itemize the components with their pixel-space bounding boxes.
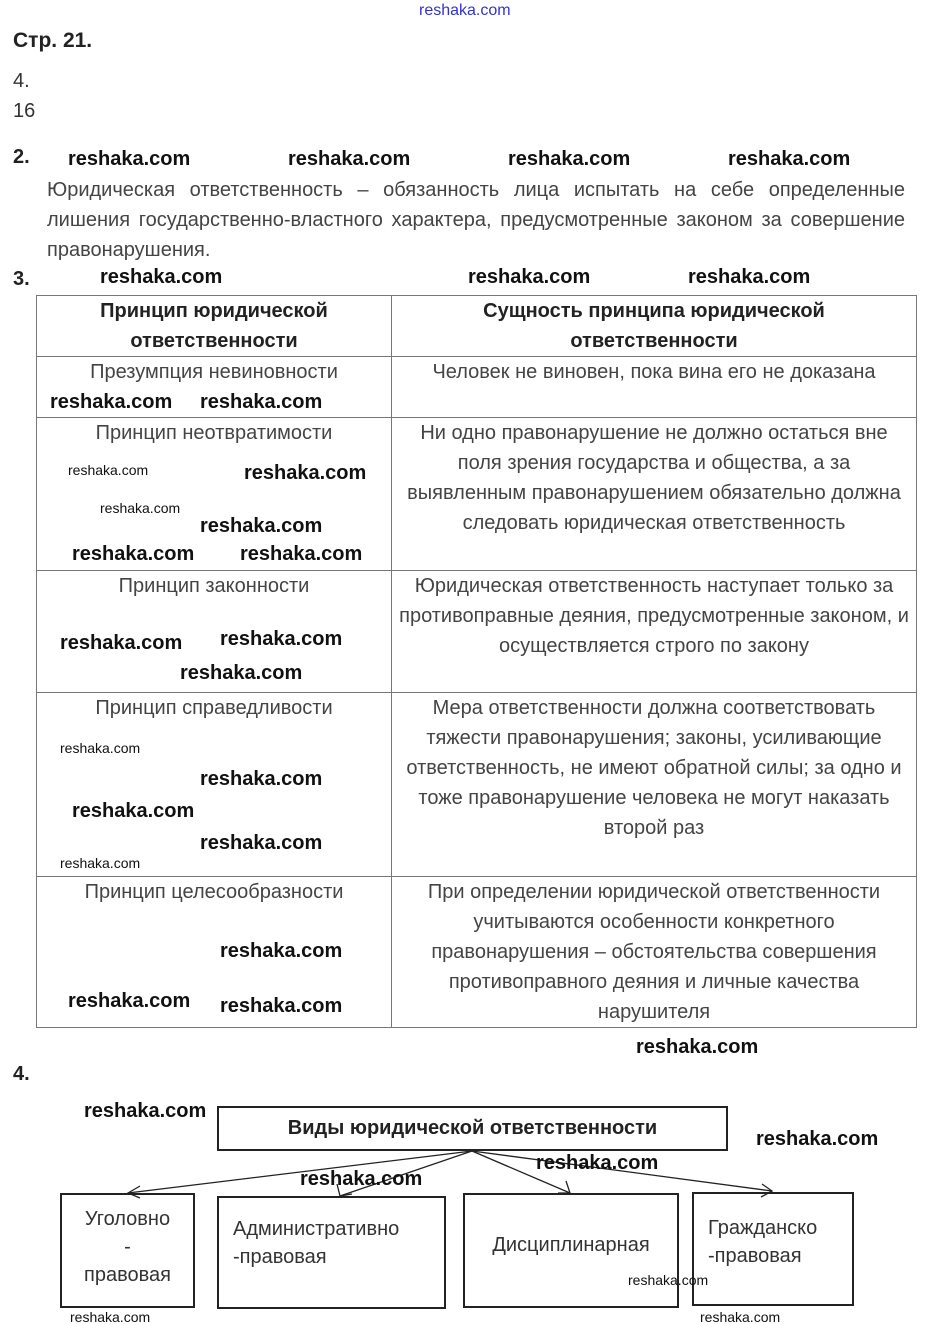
watermark: reshaka.com xyxy=(200,768,323,790)
watermark: reshaka.com xyxy=(240,543,363,565)
watermark: reshaka.com xyxy=(468,266,591,288)
watermark: reshaka.com xyxy=(72,800,195,822)
header-essence: Сущность принципа юридической ответственности xyxy=(392,296,917,357)
watermark: reshaka.com xyxy=(756,1128,879,1150)
watermark: reshaka.com xyxy=(180,662,303,684)
diagram-title-box: Виды юридической ответственности xyxy=(217,1106,728,1151)
type-label: Гражданско xyxy=(708,1217,818,1239)
watermark: reshaka.com xyxy=(68,462,149,478)
watermark: reshaka.com xyxy=(70,1309,151,1324)
site-watermark[interactable]: reshaka.com xyxy=(419,2,511,19)
essence-cell: Мера ответственности должна соответствовать тяжести правонарушения; законы, усиливающие ответственность, не имеют обратной силы; за одно и тоже правонарушение человека не могут наказать второй раз xyxy=(392,693,917,877)
watermark: reshaka.com xyxy=(220,995,343,1017)
watermark: reshaka.com xyxy=(508,148,631,170)
watermark: reshaka.com xyxy=(100,266,223,288)
page-label: Стр. 21. xyxy=(13,29,93,52)
essence-cell: Юридическая ответственность наступает только за противоправные деяния, предусмотренные законом, и осуществляется строго по закону xyxy=(392,571,917,693)
type-box-criminal xyxy=(60,1193,195,1308)
type-box-disciplinary xyxy=(463,1193,679,1308)
watermark: reshaka.com xyxy=(84,1100,207,1122)
watermark: reshaka.com xyxy=(60,632,183,654)
watermark: reshaka.com xyxy=(200,515,323,537)
type-label: Уголовно xyxy=(84,1208,171,1230)
watermark: reshaka.com xyxy=(60,740,141,756)
watermark: reshaka.com xyxy=(300,1168,423,1190)
principle-cell: Принцип справедливости xyxy=(37,693,392,877)
watermark: reshaka.com xyxy=(728,148,851,170)
watermark: reshaka.com xyxy=(220,628,343,650)
task-3-number: 3. xyxy=(13,268,30,290)
task-4-number: 4. xyxy=(13,1063,30,1085)
watermark: reshaka.com xyxy=(636,1036,759,1058)
watermark: reshaka.com xyxy=(68,990,191,1012)
type-label: - xyxy=(124,1236,131,1258)
essence-cell: Ни одно правонарушение не должно остаться вне поля зрения государства и общества, а за выявленным правонарушением обязательно должна следовать юридическая ответственность xyxy=(392,418,917,571)
watermark: reshaka.com xyxy=(200,391,323,413)
watermark: reshaka.com xyxy=(700,1309,781,1324)
type-label: Дисциплинарная xyxy=(492,1234,650,1256)
watermark: reshaka.com xyxy=(60,855,141,871)
watermark: reshaka.com xyxy=(536,1152,659,1174)
watermark: reshaka.com xyxy=(220,940,343,962)
answer-line-1: 4. xyxy=(13,70,30,92)
essence-cell: Человек не виновен, пока вина его не доказана xyxy=(392,357,917,418)
watermark: reshaka.com xyxy=(100,500,181,516)
task-2-number: 2. xyxy=(13,146,30,168)
type-label: Административно xyxy=(233,1218,400,1240)
type-label: -правовая xyxy=(233,1246,327,1268)
watermark: reshaka.com xyxy=(244,462,367,484)
principle-cell: Презумпция невиновности xyxy=(37,357,392,418)
watermark: reshaka.com xyxy=(72,543,195,565)
essence-cell: При определении юридической ответственности учитываются особенности конкретного правонарушения – обстоятельства совершения противоправного деяния и личные качества нарушителя xyxy=(392,877,917,1028)
type-box-administrative xyxy=(217,1196,446,1309)
principle-cell: Принцип целесообразности xyxy=(37,877,392,1028)
watermark: reshaka.com xyxy=(688,266,811,288)
watermark: reshaka.com xyxy=(68,148,191,170)
type-label: -правовая xyxy=(708,1245,802,1267)
answer-line-2: 16 xyxy=(13,100,36,122)
task-2-definition: Юридическая ответственность – обязанность лица испытать на себе определенные лишения государственно-властного характера, предусмотренные законом за совершение правонарушения. xyxy=(47,179,905,261)
principle-cell: Принцип неотвратимости xyxy=(37,418,392,571)
watermark: reshaka.com xyxy=(288,148,411,170)
watermark: reshaka.com xyxy=(50,391,173,413)
type-label: правовая xyxy=(84,1264,171,1286)
type-box-civil xyxy=(692,1192,854,1306)
principle-cell: Принцип законности xyxy=(37,571,392,693)
watermark: reshaka.com xyxy=(628,1272,709,1288)
header-principle: Принцип юридической ответственности xyxy=(37,296,392,357)
watermark: reshaka.com xyxy=(200,832,323,854)
